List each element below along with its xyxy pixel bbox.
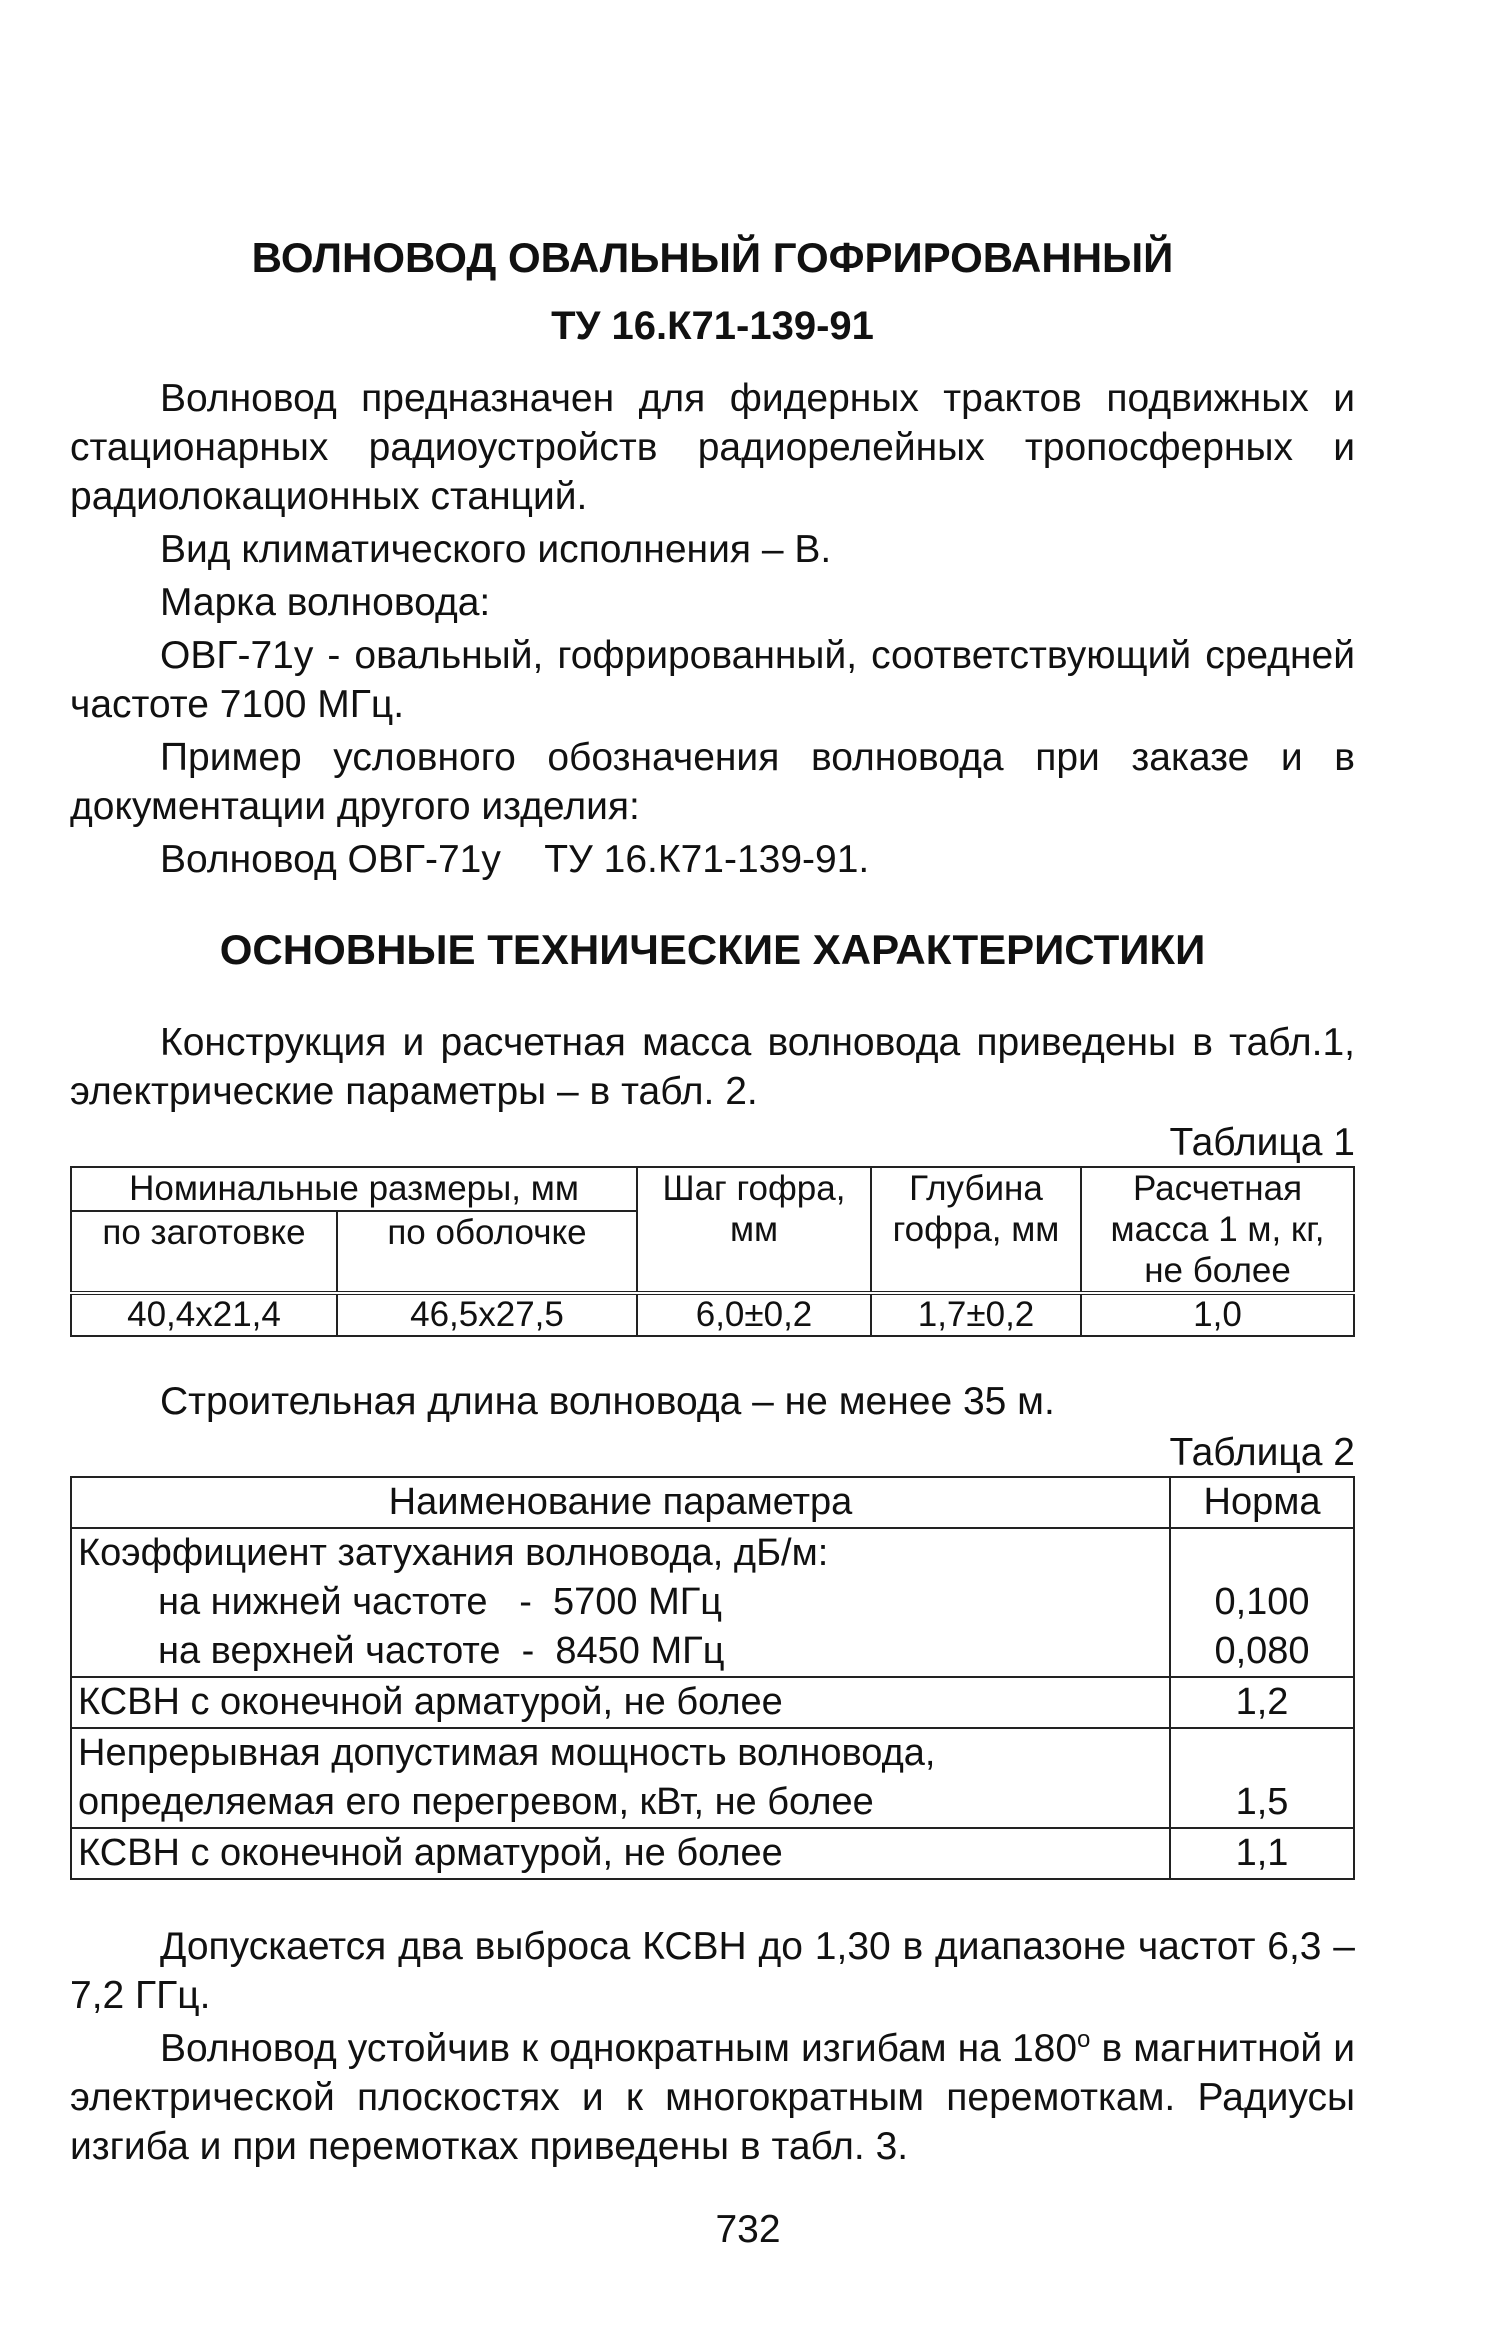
intro-paragraph-5: Пример условного обозначения волновода при заказе и в документации другого изделия: [70, 736, 1355, 828]
outro-paragraph-2 [70, 2024, 1355, 2171]
intro-paragraph-3: Марка волновода: [160, 581, 491, 624]
table2-caption: Таблица 2 [1169, 1431, 1355, 1474]
table-row [71, 1293, 1354, 1336]
table2-param: КСВН с оконечной арматурой, не более [71, 1677, 1170, 1728]
table1-cell: 1,0 [1081, 1293, 1354, 1336]
intro-paragraph-1: Волновод предназначен для фидерных трактов подвижных и стационарных радиоустройств радиорелейных тропосферных и радиолокационных станций. [70, 377, 1355, 518]
table2-norm [1170, 1528, 1354, 1677]
table2-header-name: Наименование параметра [71, 1477, 1170, 1528]
table1-cell: 40,4x21,4 [71, 1293, 337, 1336]
table1-header-dimensions: Номинальные размеры, мм [71, 1167, 637, 1211]
table-row [71, 1828, 1354, 1879]
outro-paragraph-2-end: в магнитной и электрической плоскостях и к многократным перемоткам. Радиусы изгиба и при перемотках приведены в табл. 3. [70, 2027, 1356, 2168]
document-subtitle: ТУ 16.К71-139-91 [551, 304, 874, 348]
intro-paragraph-2: Вид климатического исполнения – В. [160, 528, 832, 571]
table2-param-sub: на нижней частоте - 5700 МГц [158, 1581, 723, 1623]
outro-paragraph-2-start: Волновод устойчив к однократным изгибам на 180 [160, 2027, 1078, 2070]
table2-header-norm: Норма [1170, 1477, 1354, 1528]
table2-param-title: Коэффициент затухания волновода, дБ/м: [78, 1532, 829, 1574]
table2-norm: 1,2 [1170, 1677, 1354, 1728]
table2-param-sub: на верхней частоте - 8450 МГц [158, 1630, 725, 1672]
table2-norm-value: 0,100 [1214, 1581, 1310, 1623]
table2 [70, 1476, 1355, 1880]
table2-norm-value: 0,080 [1214, 1630, 1310, 1672]
table1 [70, 1166, 1355, 1337]
degree-sign: o [1077, 2026, 1091, 2053]
table-row [71, 1528, 1354, 1677]
table1-header-pitch: Шаг гофра, мм [637, 1167, 871, 1293]
document-title: ВОЛНОВОД ОВАЛЬНЫЙ ГОФРИРОВАННЫЙ [251, 234, 1174, 281]
table2-param: КСВН с оконечной арматурой, не более [71, 1828, 1170, 1879]
outro-paragraph-1: Допускается два выброса КСВН до 1,30 в диапазоне частот 6,3 – 7,2 ГГц. [70, 1925, 1355, 2017]
intro-paragraph-4: ОВГ-71у - овальный, гофрированный, соответствующий средней частоте 7100 МГц. [70, 634, 1355, 726]
document-page [70, 230, 1355, 2175]
table-row [71, 1677, 1354, 1728]
table1-header-mass: Расчетная масса 1 м, кг, не более [1081, 1167, 1354, 1293]
table2-norm: 1,1 [1170, 1828, 1354, 1879]
table2-norm: 1,5 [1170, 1728, 1354, 1828]
table1-header-sheath: по оболочке [337, 1211, 637, 1293]
table1-cell: 46,5x27,5 [337, 1293, 637, 1336]
table2-param: Непрерывная допустимая мощность волновода, определяемая его перегревом, кВт, не более [71, 1728, 1170, 1828]
table1-cell: 6,0±0,2 [637, 1293, 871, 1336]
section-paragraph: Конструкция и расчетная масса волновода приведены в табл.1, электрические параметры – в табл. 2. [70, 1021, 1355, 1113]
table1-header-blank: по заготовке [71, 1211, 337, 1293]
table1-header-depth: Глубина гофра, мм [871, 1167, 1081, 1293]
length-paragraph: Строительная длина волновода – не менее 35 м. [160, 1380, 1055, 1423]
page-number: 732 [715, 2208, 781, 2251]
section-title: ОСНОВНЫЕ ТЕХНИЧЕСКИЕ ХАРАКТЕРИСТИКИ [219, 926, 1206, 973]
designation-example: Волновод ОВГ-71у ТУ 16.К71-139-91. [160, 838, 870, 881]
table2-param [71, 1528, 1170, 1677]
table1-cell: 1,7±0,2 [871, 1293, 1081, 1336]
table1-caption: Таблица 1 [1169, 1121, 1355, 1164]
table-row [71, 1728, 1354, 1828]
